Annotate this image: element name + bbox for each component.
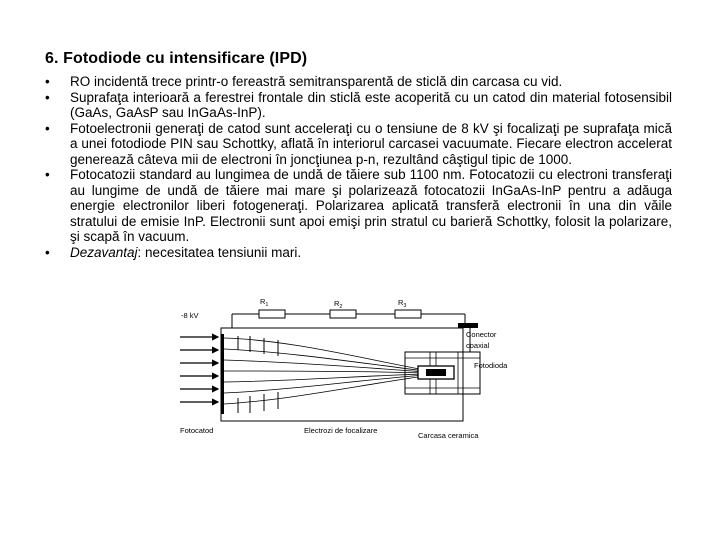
coaxial-connector (458, 323, 478, 328)
resistor-r1 (259, 310, 285, 318)
photodiode-junction (426, 369, 446, 376)
r3-label: $R_3$ (398, 298, 407, 309)
bullet-emphasis: Dezavantaj (70, 244, 138, 260)
resistor-r3 (395, 310, 421, 318)
electron-trajectories (224, 338, 425, 404)
photodiode-label: Fotodioda (474, 361, 508, 370)
r2-label: $R_2$ (334, 299, 343, 310)
bullet-text: Fotoelectronii generaţi de catod sunt acceleraţi cu o tensiune de 8 kV şi focalizaţi pe suprafaţa mică a unei fotodiode PIN sau Schottky, aflată în interiorul carcasei vacuumate. Fiecare electron accelerat generează câteva mii de electroni în joncţiunea p-n, rezultând câştigul tipic de 1000. (70, 120, 672, 167)
photocathode (221, 334, 224, 414)
bullet-text: Fotocatozii standard au lungimea de undă de tăiere sub 1100 nm. Fotocatozii cu electroni transferaţi au lungime de undă de tăiere mai mare şi polarizează fotocatozii InGaAs-InP pentru a adăuga energie electronilor liberi fotogeneraţi. Polarizarea aplicată transferă electronii în una din văile stratului de emisie InP. Electronii sunt apoi emişi prin stratul cu barieră Schottky, folosit la polarizare, şi scapă în vacuum. (70, 167, 672, 244)
bullet-dot: • (45, 167, 50, 182)
bullet-text: Suprafaţa interioară a ferestrei frontale din sticlă este acoperită cu un catod din material fotosensibil (GaAs, GaAsP sau InGaAs-InP). (70, 89, 672, 120)
bullet-dot: • (45, 120, 50, 136)
bullet-dot: • (45, 244, 50, 260)
electrodes-label: Electrozi de focalizare (304, 426, 378, 435)
bullet-dot: • (45, 89, 50, 105)
r1-label: $R_1$ (260, 297, 269, 308)
slide-title: 6. Fotodiode cu intensificare (IPD) (45, 50, 308, 67)
resistor-r2 (330, 310, 356, 318)
ceramic-label: Carcasa ceramica (418, 431, 479, 440)
bullet-text: : necesitatea tensiunii mari. (137, 244, 302, 260)
voltage-label: -8 kV (181, 311, 199, 320)
photocathode-label: Fotocatod (180, 426, 214, 435)
connector-label: coaxial (466, 341, 490, 350)
bullet-text: RO incidentă trece printr-o fereastră semitransparentă de sticlă din carcasa cu vid. (70, 74, 563, 89)
connector-label: Conector (466, 330, 497, 339)
bullet-dot: • (45, 74, 50, 89)
